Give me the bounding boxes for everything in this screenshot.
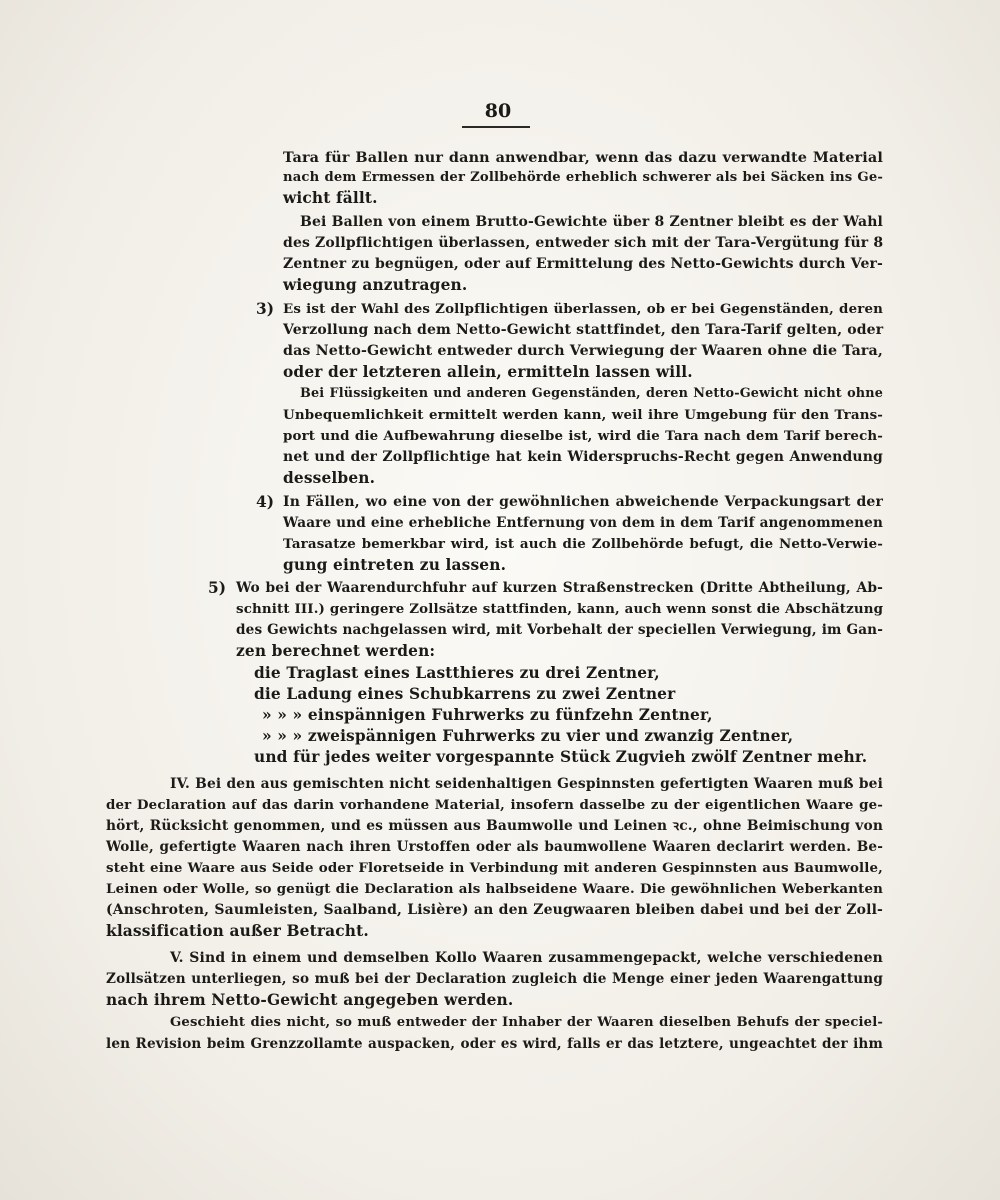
text-line: gung eintreten zu lassen. — [283, 556, 507, 574]
text-line: Tara für Ballen nur dann anwendbar, wenn das dazu verwandte Material — [283, 149, 883, 166]
list-item: die Ladung eines Schubkarrens zu zwei Zentner — [254, 685, 676, 703]
text-line: IV. Bei den aus gemischten nicht seidenhaltigen Gespinnsten gefertigten Waaren muß bei — [170, 776, 883, 792]
text-line: desselben. — [283, 469, 376, 487]
page-number-rule — [462, 126, 530, 128]
text-line: nach ihrem Netto-Gewicht angegeben werden. — [106, 991, 514, 1009]
text-line: Tarasatze bemerkbar wird, ist auch die Zollbehörde befugt, die Netto-Verwie- — [283, 536, 883, 552]
text-line: hört, Rücksicht genommen, und es müssen aus Baumwolle und Leinen ꝛc., ohne Beimischung von — [106, 818, 883, 834]
text-line: schnitt III.) geringere Zollsätze stattfinden, kann, auch wenn sonst die Abschätzung — [236, 601, 884, 617]
list-item: die Traglast eines Lastthieres zu drei Zentner, — [254, 664, 660, 682]
text-line: len Revision beim Grenzzollamte auspacken, oder es wird, falls er das letztere, ungeachtet der ihm — [106, 1036, 883, 1052]
text-line: steht eine Waare aus Seide oder Floretseide in Verbindung mit anderen Gespinnsten aus Baumwolle, — [106, 860, 883, 876]
text-line: Zollsätzen unterliegen, so muß bei der Declaration zugleich die Menge einer jeden Waarengattung — [106, 971, 883, 987]
text-line: wiegung anzutragen. — [283, 276, 468, 294]
text-line: das Netto-Gewicht entweder durch Verwiegung der Waaren ohne die Tara, — [283, 343, 883, 359]
list-item: und für jedes weiter vorgespannte Stück Zugvieh zwölf Zentner mehr. — [254, 748, 868, 766]
text-line: Es ist der Wahl des Zollpflichtigen überlassen, ob er bei Gegenständen, deren — [283, 301, 883, 317]
text-line: der Declaration auf das darin vorhandene Material, insofern dasselbe zu der eigentlichen Waare ge- — [106, 797, 883, 813]
text-line: Geschieht dies nicht, so muß entweder der Inhaber der Waaren dieselben Behufs der speciel- — [170, 1015, 883, 1030]
text-line: Wo bei der Waarendurchfuhr auf kurzen Straßenstrecken (Dritte Abtheilung, Ab- — [236, 580, 883, 596]
text-line: wicht fällt. — [283, 189, 378, 207]
list-item: » » » zweispännigen Fuhrwerks zu vier und zwanzig Zentner, — [262, 727, 794, 745]
text-line: Unbequemlichkeit ermittelt werden kann, weil ihre Umgebung für den Trans- — [283, 407, 883, 423]
list-marker: 3) — [256, 300, 274, 318]
text-line: des Zollpflichtigen überlassen, entweder sich mit der Tara-Vergütung für 8 — [283, 235, 884, 251]
list-item: » » » einspännigen Fuhrwerks zu fünfzehn Zentner, — [262, 706, 713, 724]
text-line: oder der letzteren allein, ermitteln lassen will. — [283, 363, 693, 381]
text-line: nach dem Ermessen der Zollbehörde erheblich schwerer als bei Säcken ins Ge- — [283, 170, 883, 185]
text-line: Verzollung nach dem Netto-Gewicht stattfindet, den Tara-Tarif gelten, oder — [283, 322, 884, 338]
page-number: 80 — [484, 100, 512, 122]
text-line: V. Sind in einem und demselben Kollo Waaren zusammengepackt, welche verschiedenen — [170, 950, 883, 966]
text-line: Wolle, gefertigte Waaren nach ihren Urstoffen oder als baumwollene Waaren declarirt werden. Be- — [106, 839, 883, 855]
list-marker: 4) — [256, 493, 274, 511]
text-line: (Anschroten, Saumleisten, Saalband, Lisière) an den Zeugwaaren bleiben dabei und bei der Zoll- — [106, 902, 883, 918]
text-line: des Gewichts nachgelassen wird, mit Vorbehalt der speciellen Verwiegung, im Gan- — [236, 622, 883, 638]
text-line: zen berechnet werden: — [236, 642, 436, 660]
text-line: In Fällen, wo eine von der gewöhnlichen abweichende Verpackungsart der — [283, 494, 883, 510]
text-line: Bei Ballen von einem Brutto-Gewichte über 8 Zentner bleibt es der Wahl — [300, 214, 883, 230]
list-marker: 5) — [208, 579, 226, 597]
text-line: net und der Zollpflichtige hat kein Widerspruchs-Recht gegen Anwendung — [283, 449, 883, 465]
text-line: Waare und eine erhebliche Entfernung von dem in dem Tarif angenommenen — [283, 515, 883, 531]
text-line: Zentner zu begnügen, oder auf Ermittelung des Netto-Gewichts durch Ver- — [283, 256, 883, 272]
text-line: port und die Aufbewahrung dieselbe ist, wird die Tara nach dem Tarif berech- — [283, 428, 883, 444]
text-line: klassification außer Betracht. — [106, 922, 369, 940]
text-line: Bei Flüssigkeiten und anderen Gegenständen, deren Netto-Gewicht nicht ohne — [300, 386, 883, 401]
text-line: Leinen oder Wolle, so genügt die Declaration als halbseidene Waare. Die gewöhnlichen Weberkanten — [106, 881, 883, 897]
